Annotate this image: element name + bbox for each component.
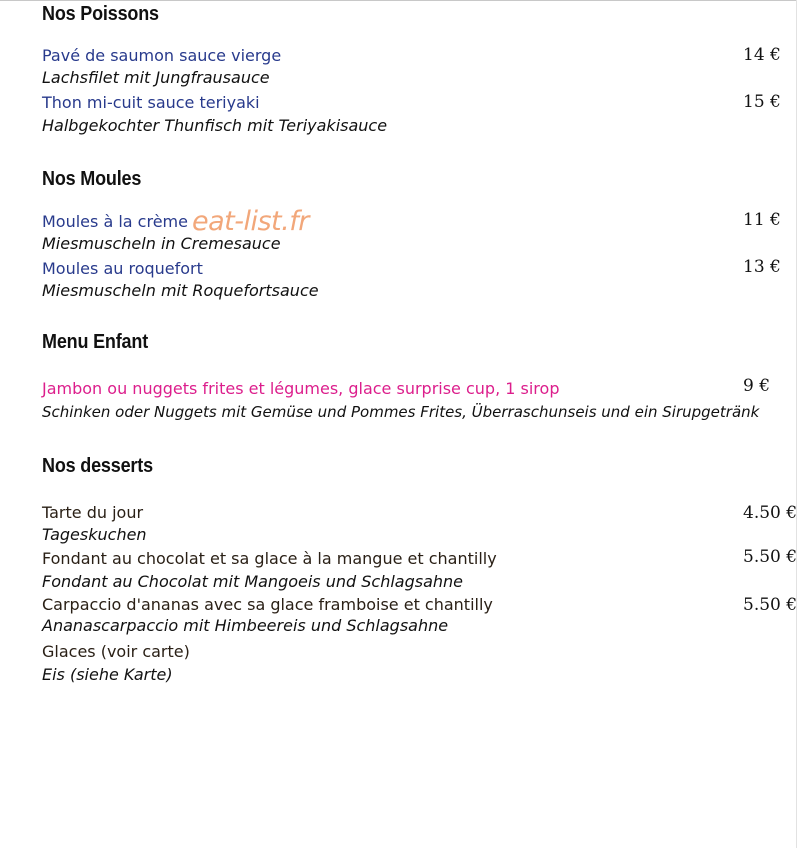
section-title-moules: Nos Moules bbox=[42, 168, 142, 190]
menu-item-price: 14 € bbox=[743, 45, 781, 65]
menu-item-name: Jambon ou nuggets frites et légumes, glace surprise cup, 1 sirop bbox=[42, 379, 560, 398]
menu-item-price: 11 € bbox=[743, 210, 781, 230]
menu-item-translation: Tageskuchen bbox=[42, 525, 147, 544]
menu-item-name: Glaces (voir carte) bbox=[42, 642, 190, 661]
menu-item-price: 5.50 € bbox=[743, 595, 797, 615]
menu-item-name: Pavé de saumon sauce vierge bbox=[42, 46, 282, 65]
menu-item-translation: Fondant au Chocolat mit Mangoeis und Schlagsahne bbox=[42, 572, 464, 591]
menu-item-price: 4.50 € bbox=[743, 503, 797, 523]
menu-item-price: 13 € bbox=[743, 257, 781, 277]
menu-item-translation: Miesmuscheln mit Roquefortsauce bbox=[42, 281, 319, 300]
menu-item-name: Moules à la crème bbox=[42, 212, 188, 231]
section-title-enfant: Menu Enfant bbox=[42, 331, 149, 353]
watermark-logo: eat-list.fr bbox=[192, 206, 309, 237]
section-title-desserts: Nos desserts bbox=[42, 455, 153, 477]
menu-item-name: Fondant au chocolat et sa glace à la mangue et chantilly bbox=[42, 549, 497, 568]
top-border bbox=[0, 0, 797, 1]
menu-item-translation: Schinken oder Nuggets mit Gemüse und Pommes Frites, Überraschunseis und ein Sirupgetränk bbox=[42, 403, 760, 421]
menu-item-price: 9 € bbox=[743, 376, 771, 396]
section-title-poissons: Nos Poissons bbox=[42, 3, 159, 25]
menu-item-name: Moules au roquefort bbox=[42, 259, 203, 278]
menu-item-translation: Miesmuscheln in Cremesauce bbox=[42, 234, 281, 253]
menu-item-name: Thon mi-cuit sauce teriyaki bbox=[42, 93, 260, 112]
menu-item-name: Tarte du jour bbox=[42, 503, 144, 522]
menu-item-translation: Lachsfilet mit Jungfrausauce bbox=[42, 68, 270, 87]
menu-item-price: 5.50 € bbox=[743, 547, 797, 567]
menu-item-translation: Ananascarpaccio mit Himbeereis und Schlagsahne bbox=[42, 616, 449, 635]
menu-item-name: Carpaccio d'ananas avec sa glace framboise et chantilly bbox=[42, 595, 493, 614]
menu-item-translation: Halbgekochter Thunfisch mit Teriyakisauce bbox=[42, 116, 388, 135]
menu-item-translation: Eis (siehe Karte) bbox=[42, 665, 173, 684]
menu-item-price: 15 € bbox=[743, 92, 781, 112]
